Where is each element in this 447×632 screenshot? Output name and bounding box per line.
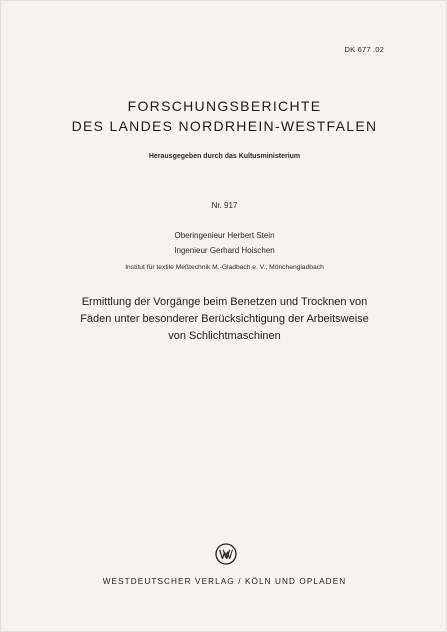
publisher-imprint: WESTDEUTSCHER VERLAG / KÖLN UND OPLADEN [102, 577, 347, 586]
classification-code: DK 677 .02 [344, 45, 384, 54]
series-title-line-2: DES LANDES NORDRHEIN-WESTFALEN [71, 118, 378, 134]
publisher-logo-icon [215, 543, 237, 565]
author-1: Oberingenieur Herbert Stein [174, 231, 275, 240]
report-title-line-3: von Schlichtmaschinen [168, 330, 281, 342]
publisher-note: Herausgegeben durch das Kultusministerium [148, 153, 301, 160]
author-2: Ingenieur Gerhard Hoischen [174, 246, 275, 255]
report-number: Nr. 917 [211, 201, 238, 210]
report-title-line-2: Fäden unter besonderer Berücksichtigung der Arbeitsweise [80, 313, 369, 325]
institute-line: Institut für textile Meßtechnik M.-Gladbach e. V., Mönchengladbach [125, 264, 324, 271]
report-title-line-1: Ermittlung der Vorgänge beim Benetzen und Trocknen von [81, 296, 368, 308]
series-title-line-1: FORSCHUNGSBERICHTE [127, 98, 322, 114]
